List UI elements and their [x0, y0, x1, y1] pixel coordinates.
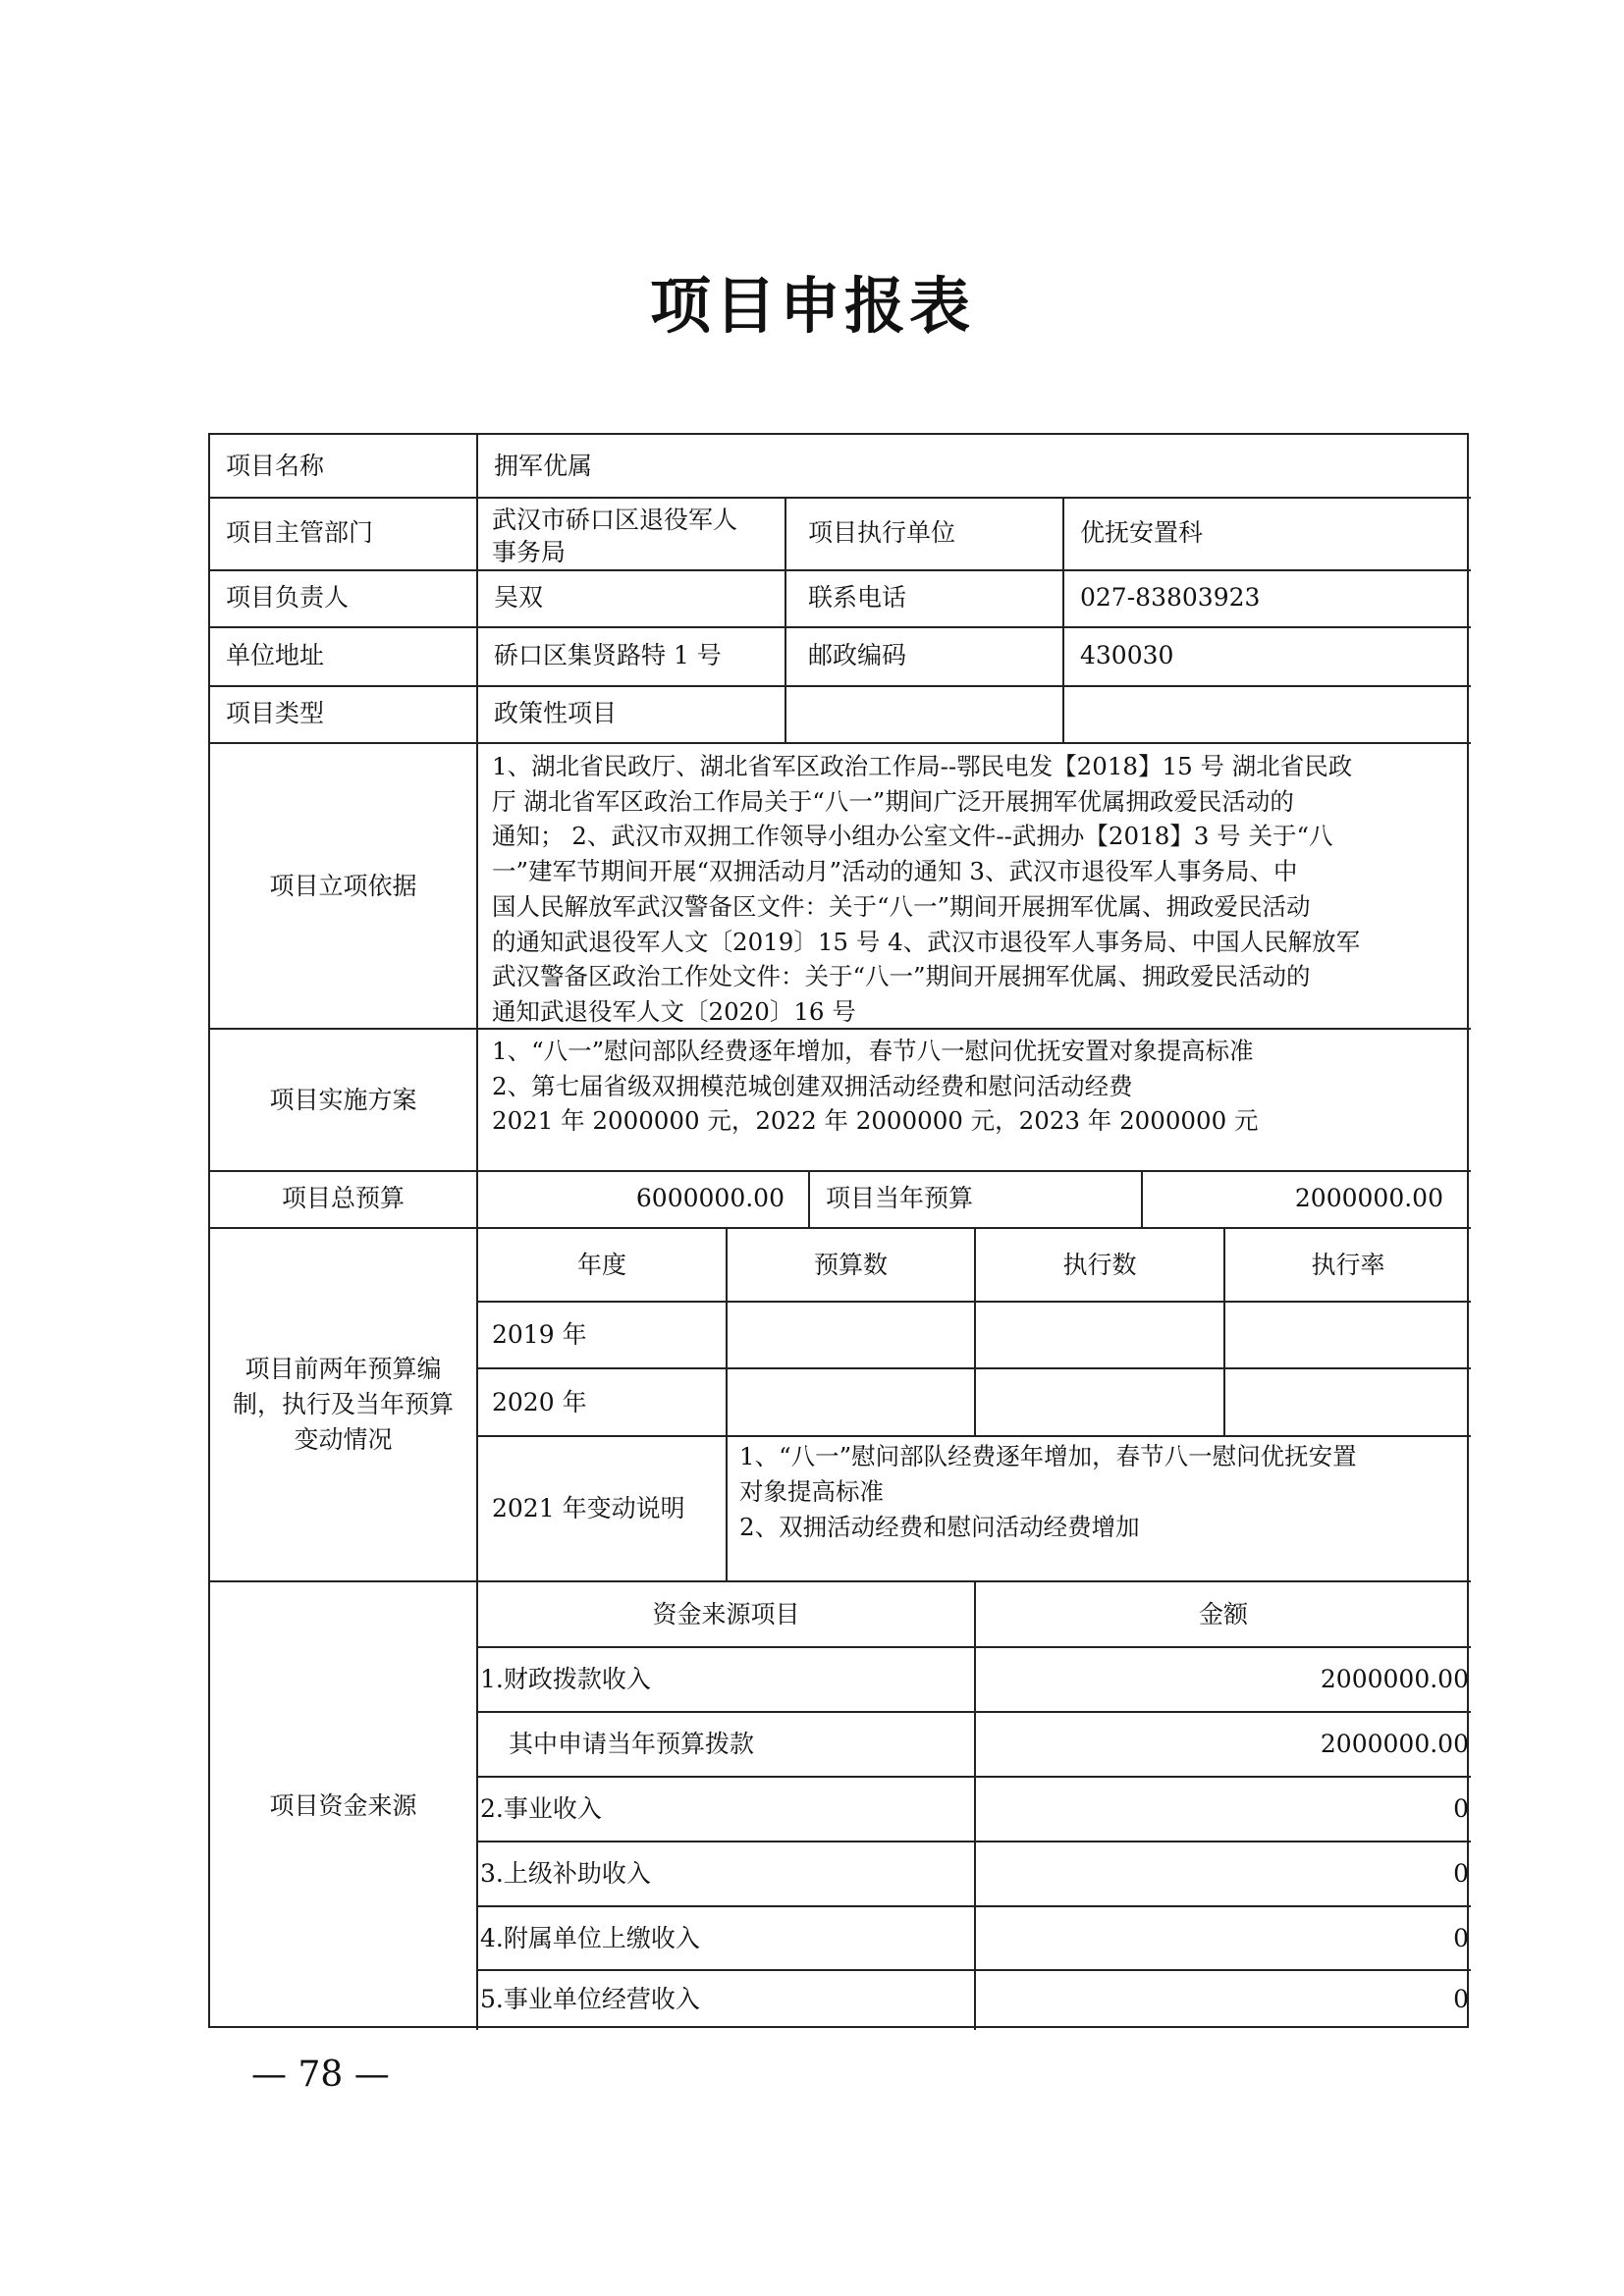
total-budget-value: 6000000.00 [635, 1184, 785, 1212]
funding-item: 其中申请当年预算拨款 [484, 1730, 755, 1758]
funding-item: 3.上级补助收入 [480, 1859, 651, 1888]
history-label-line: 制，执行及当年预算 [232, 1390, 454, 1418]
funding-item: 5.事业单位经营收入 [480, 1985, 700, 2013]
history-row-rate [1225, 1369, 1471, 1435]
change-line: 1、“八一”慰问部队经费逐年增加，春节八一慰问优抚安置 [739, 1442, 1357, 1470]
page-title: 项目申报表 [649, 270, 974, 342]
change-label: 2021 年变动说明 [492, 1494, 685, 1522]
basis-text [492, 745, 1464, 1028]
funding-header-item: 资金来源项目 [652, 1599, 800, 1629]
history-label-line: 变动情况 [294, 1425, 393, 1454]
change-line: 2、双拥活动经费和慰问活动经费增加 [739, 1513, 1140, 1541]
funding-amount: 0 [1453, 1794, 1469, 1823]
exec-unit-value: 优抚安置科 [1080, 518, 1204, 547]
year-budget-value: 2000000.00 [1294, 1184, 1443, 1212]
type-label: 项目类型 [226, 699, 325, 727]
funding-amount: 0 [1453, 1985, 1469, 2013]
dept-value-line: 武汉市硚口区退役军人 [492, 506, 738, 534]
plan-line: 2021 年 2000000 元，2022 年 2000000 元，2023 年 2000000 元 [492, 1106, 1259, 1136]
history-row-budget [728, 1303, 974, 1367]
dept-value-line: 事务局 [492, 538, 567, 566]
basis-line: 厅 湖北省军区政治工作局关于“八一”期间广泛开展拥军优属拥政爱民活动的 [492, 786, 1294, 816]
history-row-year: 2019 年 [492, 1320, 587, 1349]
funding-label: 项目资金来源 [269, 1791, 417, 1820]
page-number: — 78 — [251, 2055, 390, 2095]
history-row-rate [1225, 1303, 1471, 1367]
basis-label: 项目立项依据 [269, 871, 417, 900]
history-row-budget [728, 1369, 974, 1435]
history-label-line: 项目前两年预算编 [244, 1355, 442, 1383]
history-row-year: 2020 年 [492, 1387, 587, 1416]
postcode-value: 430030 [1080, 641, 1174, 669]
funding-item: 4.附属单位上缴收入 [480, 1923, 700, 1952]
dept-value [492, 500, 786, 568]
address-value: 硚口区集贤路特 1 号 [494, 641, 722, 669]
year-budget-label: 项目当年预算 [826, 1184, 974, 1212]
history-header-year: 年度 [576, 1250, 626, 1279]
history-header-rate: 执行率 [1311, 1250, 1385, 1279]
funding-amount: 0 [1453, 1859, 1469, 1888]
change-line: 对象提高标准 [739, 1477, 884, 1506]
postcode-label: 邮政编码 [808, 641, 907, 669]
phone-label: 联系电话 [808, 583, 907, 612]
basis-line: 通知武退役军人文〔2020〕16 号 [492, 996, 856, 1026]
basis-line: 一”建军节期间开展“双拥活动月”活动的通知 3、武汉市退役军人事务局、中 [492, 857, 1298, 886]
basis-line: 武汉警备区政治工作处文件：关于“八一”期间开展拥军优属、拥政爱民活动的 [492, 962, 1311, 991]
dept-label: 项目主管部门 [226, 518, 374, 547]
history-row-executed [976, 1369, 1223, 1435]
change-text [739, 1437, 1471, 1580]
funding-item: 1.财政拨款收入 [480, 1665, 651, 1693]
plan-line: 2、第七届省级双拥模范城创建双拥活动经费和慰问活动经费 [492, 1071, 1133, 1100]
basis-line: 通知； 2、武汉市双拥工作领导小组办公室文件--武拥办【2018】3 号 关于“八 [492, 822, 1333, 851]
basis-line: 1、湖北省民政厅、湖北省军区政治工作局--鄂民电发【2018】15 号 湖北省民政 [492, 752, 1353, 780]
funding-header-amount: 金额 [1198, 1599, 1248, 1629]
project-name-value: 拥军优属 [494, 451, 593, 480]
plan-line: 1、“八一”慰问部队经费逐年增加，春节八一慰问优抚安置对象提高标准 [492, 1037, 1254, 1065]
address-label: 单位地址 [226, 641, 325, 669]
total-budget-label: 项目总预算 [281, 1184, 405, 1212]
exec-unit-label: 项目执行单位 [808, 518, 956, 547]
funding-amount: 0 [1453, 1923, 1469, 1952]
basis-line: 的通知武退役军人文〔2019〕15 号 4、武汉市退役军人事务局、中国人民解放军 [492, 927, 1361, 956]
funding-item: 2.事业收入 [480, 1794, 602, 1823]
project-name-label: 项目名称 [226, 451, 325, 480]
history-header-executed: 执行数 [1062, 1250, 1137, 1279]
funding-amount: 2000000.00 [1320, 1665, 1469, 1693]
funding-amount: 2000000.00 [1320, 1730, 1469, 1758]
basis-line: 国人民解放军武汉警备区文件：关于“八一”期间开展拥军优属、拥政爱民活动 [492, 891, 1311, 921]
plan-label: 项目实施方案 [269, 1085, 417, 1114]
type-value: 政策性项目 [494, 699, 618, 727]
plan-text [492, 1030, 1464, 1170]
history-header-budget: 预算数 [813, 1250, 888, 1279]
leader-label: 项目负责人 [226, 583, 350, 612]
history-row-executed [976, 1303, 1223, 1367]
leader-value: 吴双 [494, 583, 544, 612]
application-form-table [208, 433, 1469, 2028]
history-label [210, 1229, 476, 1580]
phone-value: 027-83803923 [1080, 583, 1261, 612]
